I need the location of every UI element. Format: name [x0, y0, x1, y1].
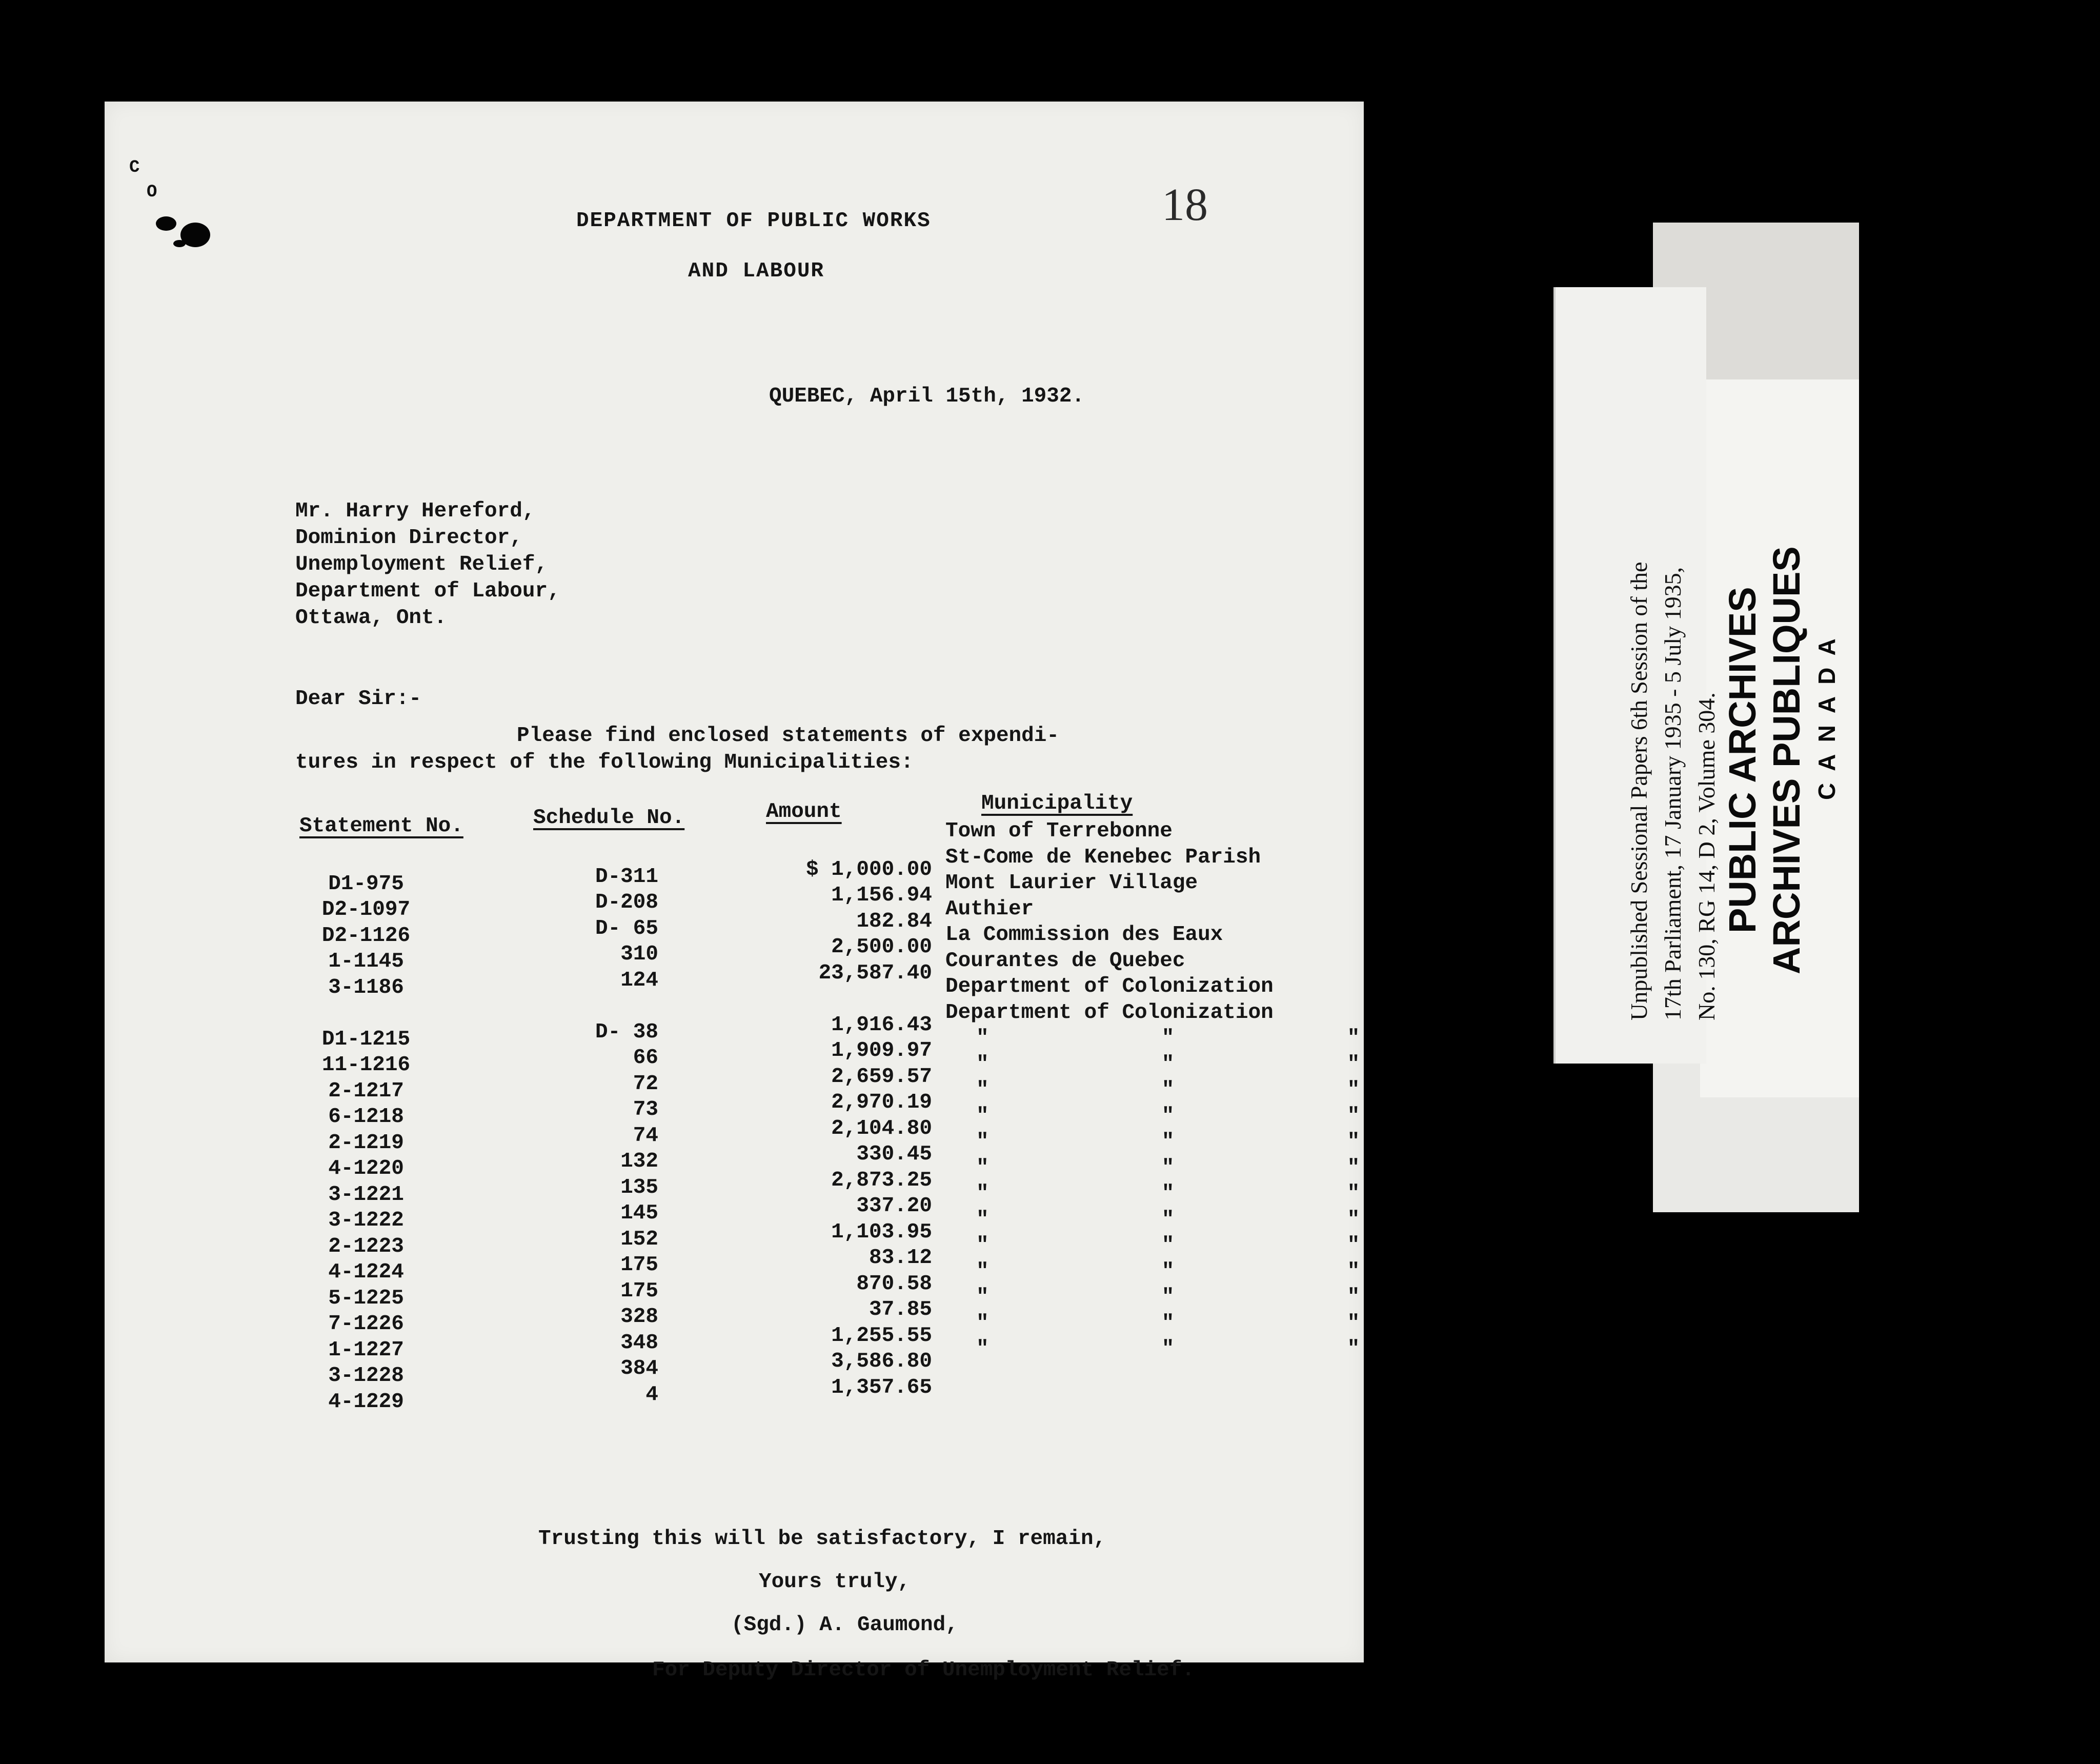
- addressee-line: Dominion Director,: [295, 526, 522, 550]
- citation-line-2: 17th Parliament, 17 January 1935 - 5 July 1935,: [1660, 567, 1686, 1020]
- statement-cell: 3-1186: [328, 975, 404, 999]
- statement-cell: 3-1222: [328, 1209, 404, 1232]
- statement-cell: D2-1126: [321, 924, 411, 948]
- body-line-1: Please find enclosed statements of expendi-: [517, 724, 1059, 748]
- schedule-cell: 145: [620, 1201, 658, 1225]
- schedule-cell: 124: [620, 968, 658, 992]
- statement-cell: 2-1217: [328, 1079, 404, 1103]
- municipality-cell: " " ": [976, 1078, 1409, 1102]
- archive-label-card: [1700, 379, 1859, 1097]
- amount-cell: 2,500.00: [831, 935, 932, 959]
- schedule-cell: 328: [620, 1305, 658, 1329]
- margin-mark-o: O: [147, 183, 157, 202]
- municipality-cell: " " ": [976, 1052, 1409, 1076]
- signatory-title: For Deputy Director of Unemployment Relief.: [652, 1658, 1195, 1682]
- addressee-line: Department of Labour,: [295, 579, 560, 603]
- schedule-cell: 175: [620, 1279, 658, 1303]
- amount-cell: 337.20: [856, 1194, 932, 1218]
- municipality-cell: La Commission des Eaux: [945, 923, 1223, 947]
- letterhead-line-1: DEPARTMENT OF PUBLIC WORKS: [576, 209, 931, 233]
- archive-title-fr: ARCHIVES PUBLIQUES: [1765, 546, 1808, 974]
- statement-cell: 1-1227: [328, 1338, 404, 1362]
- column-header-municipality: Municipality: [981, 792, 1133, 815]
- statement-cell: 4-1220: [328, 1157, 404, 1180]
- statement-cell: 4-1229: [328, 1390, 404, 1414]
- municipality-cell: " " ": [976, 1208, 1409, 1232]
- amount-cell: 1,909.97: [831, 1039, 932, 1063]
- schedule-cell: 73: [633, 1098, 658, 1121]
- schedule-cell: 72: [633, 1072, 658, 1096]
- amount-cell: 3,586.80: [831, 1350, 932, 1373]
- statement-cell: 11-1216: [321, 1053, 411, 1077]
- amount-cell: 2,970.19: [831, 1091, 932, 1114]
- municipality-cell: " " ": [976, 1182, 1409, 1206]
- signature: (Sgd.) A. Gaumond,: [731, 1613, 958, 1637]
- municipality-cell: " " ": [976, 1156, 1409, 1180]
- municipality-cell: " " ": [976, 1311, 1409, 1335]
- citation-line-3: No. 130, RG 14, D 2, Volume 304.: [1693, 692, 1720, 1020]
- amount-cell: 2,659.57: [831, 1065, 932, 1089]
- amount-cell: 330.45: [856, 1142, 932, 1166]
- schedule-cell: D-311: [595, 865, 658, 889]
- statement-cell: 1-1145: [328, 950, 404, 973]
- amount-cell: $ 1,000.00: [805, 857, 932, 881]
- municipality-cell: " " ": [976, 1259, 1409, 1284]
- amount-cell: 37.85: [869, 1298, 932, 1321]
- statement-cell: D2-1097: [321, 898, 411, 921]
- schedule-cell: 348: [620, 1331, 658, 1355]
- addressee-line: Unemployment Relief,: [295, 553, 548, 576]
- amount-cell: 182.84: [856, 909, 932, 933]
- municipality-cell: Department of Colonization: [945, 975, 1274, 998]
- schedule-cell: 135: [620, 1175, 658, 1199]
- amount-cell: 1,103.95: [831, 1220, 932, 1244]
- municipality-cell: Department of Colonization: [945, 1000, 1274, 1025]
- municipality-cell: Authier: [945, 897, 1034, 921]
- amount-cell: 1,357.65: [831, 1375, 932, 1399]
- salutation: Dear Sir:-: [295, 687, 422, 711]
- amount-cell: 23,587.40: [818, 961, 932, 985]
- statement-cell: D1-975: [328, 872, 404, 896]
- schedule-cell: 152: [620, 1227, 658, 1251]
- amount-cell: 83.12: [869, 1246, 932, 1270]
- municipality-cell: Town of Terrebonne: [945, 819, 1173, 843]
- amount-cell: 2,104.80: [831, 1116, 932, 1140]
- schedule-cell: 4: [645, 1382, 658, 1407]
- schedule-cell: D- 38: [595, 1020, 658, 1044]
- schedule-cell: D-208: [595, 891, 658, 914]
- municipality-cell: " " ": [976, 1286, 1409, 1309]
- margin-mark-c: C: [129, 158, 140, 177]
- municipality-cell: Courantes de Quebec: [945, 949, 1185, 973]
- amount-cell: 1,156.94: [831, 884, 932, 907]
- municipality-cell: " " ": [976, 1234, 1409, 1257]
- column-header-amount: Amount: [766, 800, 842, 824]
- column-header-schedule: Schedule No.: [533, 806, 685, 830]
- body-line-2: tures in respect of the following Municipalities:: [295, 751, 914, 774]
- statement-cell: 2-1223: [328, 1234, 404, 1258]
- addressee-line: Mr. Harry Hereford,: [295, 499, 535, 523]
- municipality-cell: St-Come de Kenebec Parish: [945, 845, 1261, 869]
- schedule-cell: 310: [620, 943, 658, 966]
- date-line: QUEBEC, April 15th, 1932.: [769, 385, 1085, 408]
- schedule-cell: 175: [620, 1253, 658, 1277]
- valediction: Yours truly,: [759, 1570, 911, 1594]
- municipality-cell: " " ": [976, 1130, 1409, 1154]
- amount-cell: 2,873.25: [831, 1168, 932, 1192]
- statement-cell: D1-1215: [321, 1027, 411, 1051]
- statement-cell: 4-1224: [328, 1260, 404, 1284]
- letterhead-line-2: AND LABOUR: [688, 259, 825, 283]
- schedule-cell: 66: [633, 1046, 658, 1070]
- amount-cell: 870.58: [856, 1272, 932, 1296]
- letter-page: [105, 102, 1409, 1682]
- statement-cell: 3-1228: [328, 1364, 404, 1388]
- municipality-cell: " " ": [976, 1337, 1409, 1361]
- schedule-cell: 384: [620, 1357, 658, 1380]
- citation-line-1: Unpublished Sessional Papers 6th Session of the: [1626, 562, 1652, 1020]
- municipality-cell: " " ": [976, 1104, 1409, 1128]
- archive-country: C A N A D A: [1813, 635, 1840, 800]
- column-header-statement: Statement No.: [299, 814, 463, 838]
- schedule-cell: 74: [633, 1124, 658, 1148]
- closing-line: Trusting this will be satisfactory, I remain,: [538, 1527, 1106, 1551]
- municipality-cell: Mont Laurier Village: [945, 871, 1198, 895]
- addressee-line: Ottawa, Ont.: [295, 606, 447, 630]
- schedule-cell: 132: [620, 1150, 658, 1173]
- statement-cell: 6-1218: [328, 1105, 404, 1129]
- municipality-cell: " " ": [976, 1027, 1409, 1050]
- archive-title-en: PUBLIC ARCHIVES: [1721, 587, 1764, 933]
- statement-cell: 2-1219: [328, 1131, 404, 1155]
- statement-cell: 5-1225: [328, 1286, 404, 1310]
- page-number: 18: [1162, 179, 1208, 230]
- schedule-cell: D- 65: [595, 916, 658, 940]
- amount-cell: 1,916.43: [831, 1013, 932, 1037]
- amount-cell: 1,255.55: [831, 1324, 932, 1348]
- expenditure-table: [105, 102, 1409, 1662]
- statement-cell: 3-1221: [328, 1182, 404, 1207]
- archive-citation-slip: [1553, 287, 1720, 1064]
- statement-cell: 7-1226: [328, 1312, 404, 1336]
